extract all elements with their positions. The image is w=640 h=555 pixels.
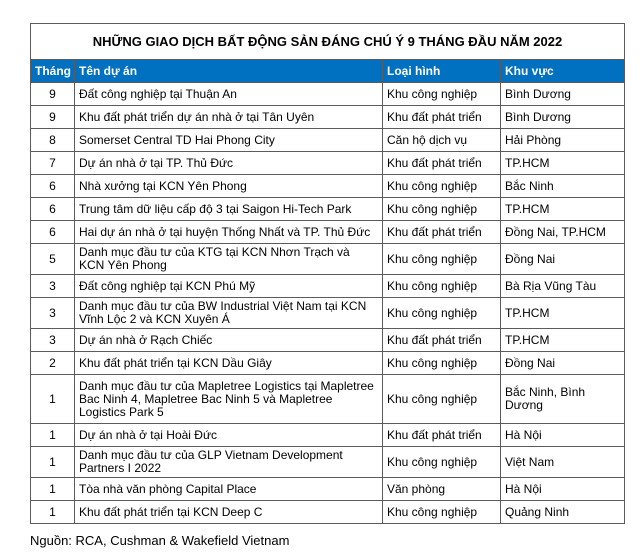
table-row xyxy=(31,198,625,221)
table-row xyxy=(31,106,625,129)
cell-project: Trung tâm dữ liệu cấp độ 3 tại Saigon Hi-Tech Park xyxy=(75,198,383,221)
cell-type: Khu công nghiệp xyxy=(383,244,501,275)
cell-region: Đồng Nai xyxy=(501,352,625,375)
cell-region: TP.HCM xyxy=(501,329,625,352)
cell-month: 6 xyxy=(31,221,75,244)
cell-project: Danh mục đầu tư của KTG tại KCN Nhơn Trạch và KCN Yên Phong xyxy=(75,244,383,275)
cell-project: Somerset Central TD Hai Phong City xyxy=(75,129,383,152)
table-row xyxy=(31,352,625,375)
cell-type: Căn hộ dịch vụ xyxy=(383,129,501,152)
cell-region: Hải Phòng xyxy=(501,129,625,152)
table-row xyxy=(31,329,625,352)
column-header-type: Loại hình xyxy=(383,60,501,83)
cell-type: Khu công nghiệp xyxy=(383,501,501,524)
cell-type: Khu đất phát triển xyxy=(383,152,501,175)
table-row xyxy=(31,298,625,329)
cell-region: Hà Nội xyxy=(501,478,625,501)
table-row xyxy=(31,478,625,501)
source-note: Nguồn: RCA, Cushman & Wakefield Vietnam xyxy=(30,533,290,548)
table-row xyxy=(31,152,625,175)
cell-region: Đồng Nai, TP.HCM xyxy=(501,221,625,244)
cell-type: Khu công nghiệp xyxy=(383,352,501,375)
cell-type: Khu công nghiệp xyxy=(383,447,501,478)
cell-project: Khu đất phát triển tại KCN Deep C xyxy=(75,501,383,524)
cell-type: Khu công nghiệp xyxy=(383,298,501,329)
column-header-month: Tháng xyxy=(31,60,75,83)
column-header-project: Tên dự án xyxy=(75,60,383,83)
cell-region: TP.HCM xyxy=(501,298,625,329)
table-row xyxy=(31,424,625,447)
table-header-row xyxy=(31,60,625,83)
table-row xyxy=(31,375,625,424)
cell-month: 1 xyxy=(31,501,75,524)
cell-type: Khu công nghiệp xyxy=(383,175,501,198)
cell-type: Khu công nghiệp xyxy=(383,83,501,106)
cell-region: Việt Nam xyxy=(501,447,625,478)
cell-type: Khu đất phát triển xyxy=(383,424,501,447)
cell-type: Khu công nghiệp xyxy=(383,375,501,424)
column-header-region: Khu vực xyxy=(501,60,625,83)
cell-type: Khu đất phát triển xyxy=(383,221,501,244)
cell-month: 1 xyxy=(31,375,75,424)
cell-month: 5 xyxy=(31,244,75,275)
cell-project: Dự án nhà ở Rạch Chiếc xyxy=(75,329,383,352)
table-row xyxy=(31,447,625,478)
cell-project: Hai dự án nhà ở tại huyện Thống Nhất và TP. Thủ Đức xyxy=(75,221,383,244)
table-row xyxy=(31,244,625,275)
cell-region: Bình Dương xyxy=(501,106,625,129)
cell-month: 6 xyxy=(31,198,75,221)
cell-type: Khu đất phát triển xyxy=(383,106,501,129)
table-row xyxy=(31,175,625,198)
cell-month: 3 xyxy=(31,329,75,352)
cell-month: 7 xyxy=(31,152,75,175)
cell-month: 8 xyxy=(31,129,75,152)
cell-project: Đất công nghiệp tại KCN Phú Mỹ xyxy=(75,275,383,298)
cell-month: 1 xyxy=(31,424,75,447)
table-title: NHỮNG GIAO DỊCH BẤT ĐỘNG SẢN ĐÁNG CHÚ Ý 9 THÁNG ĐẦU NĂM 2022 xyxy=(31,24,625,60)
cell-project: Danh mục đầu tư của GLP Vietnam Development Partners I 2022 xyxy=(75,447,383,478)
deals-table-container xyxy=(30,23,624,524)
cell-project: Nhà xưởng tại KCN Yên Phong xyxy=(75,175,383,198)
cell-month: 3 xyxy=(31,298,75,329)
cell-project: Đất công nghiệp tại Thuận An xyxy=(75,83,383,106)
cell-month: 2 xyxy=(31,352,75,375)
cell-region: Đồng Nai xyxy=(501,244,625,275)
cell-project: Dự án nhà ở tại TP. Thủ Đức xyxy=(75,152,383,175)
cell-type: Khu công nghiệp xyxy=(383,275,501,298)
table-row xyxy=(31,221,625,244)
table-row xyxy=(31,501,625,524)
cell-project: Dự án nhà ở tại Hoài Đức xyxy=(75,424,383,447)
cell-month: 3 xyxy=(31,275,75,298)
cell-project: Danh mục đầu tư của BW Industrial Việt Nam tại KCN Vĩnh Lộc 2 và KCN Xuyên Á xyxy=(75,298,383,329)
cell-project: Khu đất phát triển dự án nhà ở tại Tân Uyên xyxy=(75,106,383,129)
cell-project: Danh mục đầu tư của Mapletree Logistics tại Mapletree Bac Ninh 4, Mapletree Bac Ninh 5 và Mapletree Logistics Park 5 xyxy=(75,375,383,424)
cell-region: Bà Rịa Vũng Tàu xyxy=(501,275,625,298)
cell-month: 1 xyxy=(31,478,75,501)
cell-project: Khu đất phát triển tại KCN Dầu Giây xyxy=(75,352,383,375)
cell-type: Văn phòng xyxy=(383,478,501,501)
cell-region: TP.HCM xyxy=(501,152,625,175)
cell-month: 6 xyxy=(31,175,75,198)
table-row xyxy=(31,275,625,298)
table-row xyxy=(31,129,625,152)
cell-region: Bình Dương xyxy=(501,83,625,106)
cell-month: 1 xyxy=(31,447,75,478)
cell-region: Bắc Ninh, Bình Dương xyxy=(501,375,625,424)
cell-region: Bắc Ninh xyxy=(501,175,625,198)
cell-type: Khu công nghiệp xyxy=(383,198,501,221)
table-row xyxy=(31,83,625,106)
cell-month: 9 xyxy=(31,83,75,106)
cell-region: Hà Nội xyxy=(501,424,625,447)
cell-region: Quảng Ninh xyxy=(501,501,625,524)
cell-month: 9 xyxy=(31,106,75,129)
cell-region: TP.HCM xyxy=(501,198,625,221)
cell-project: Tòa nhà văn phòng Capital Place xyxy=(75,478,383,501)
cell-type: Khu đất phát triển xyxy=(383,329,501,352)
deals-table xyxy=(30,23,625,524)
